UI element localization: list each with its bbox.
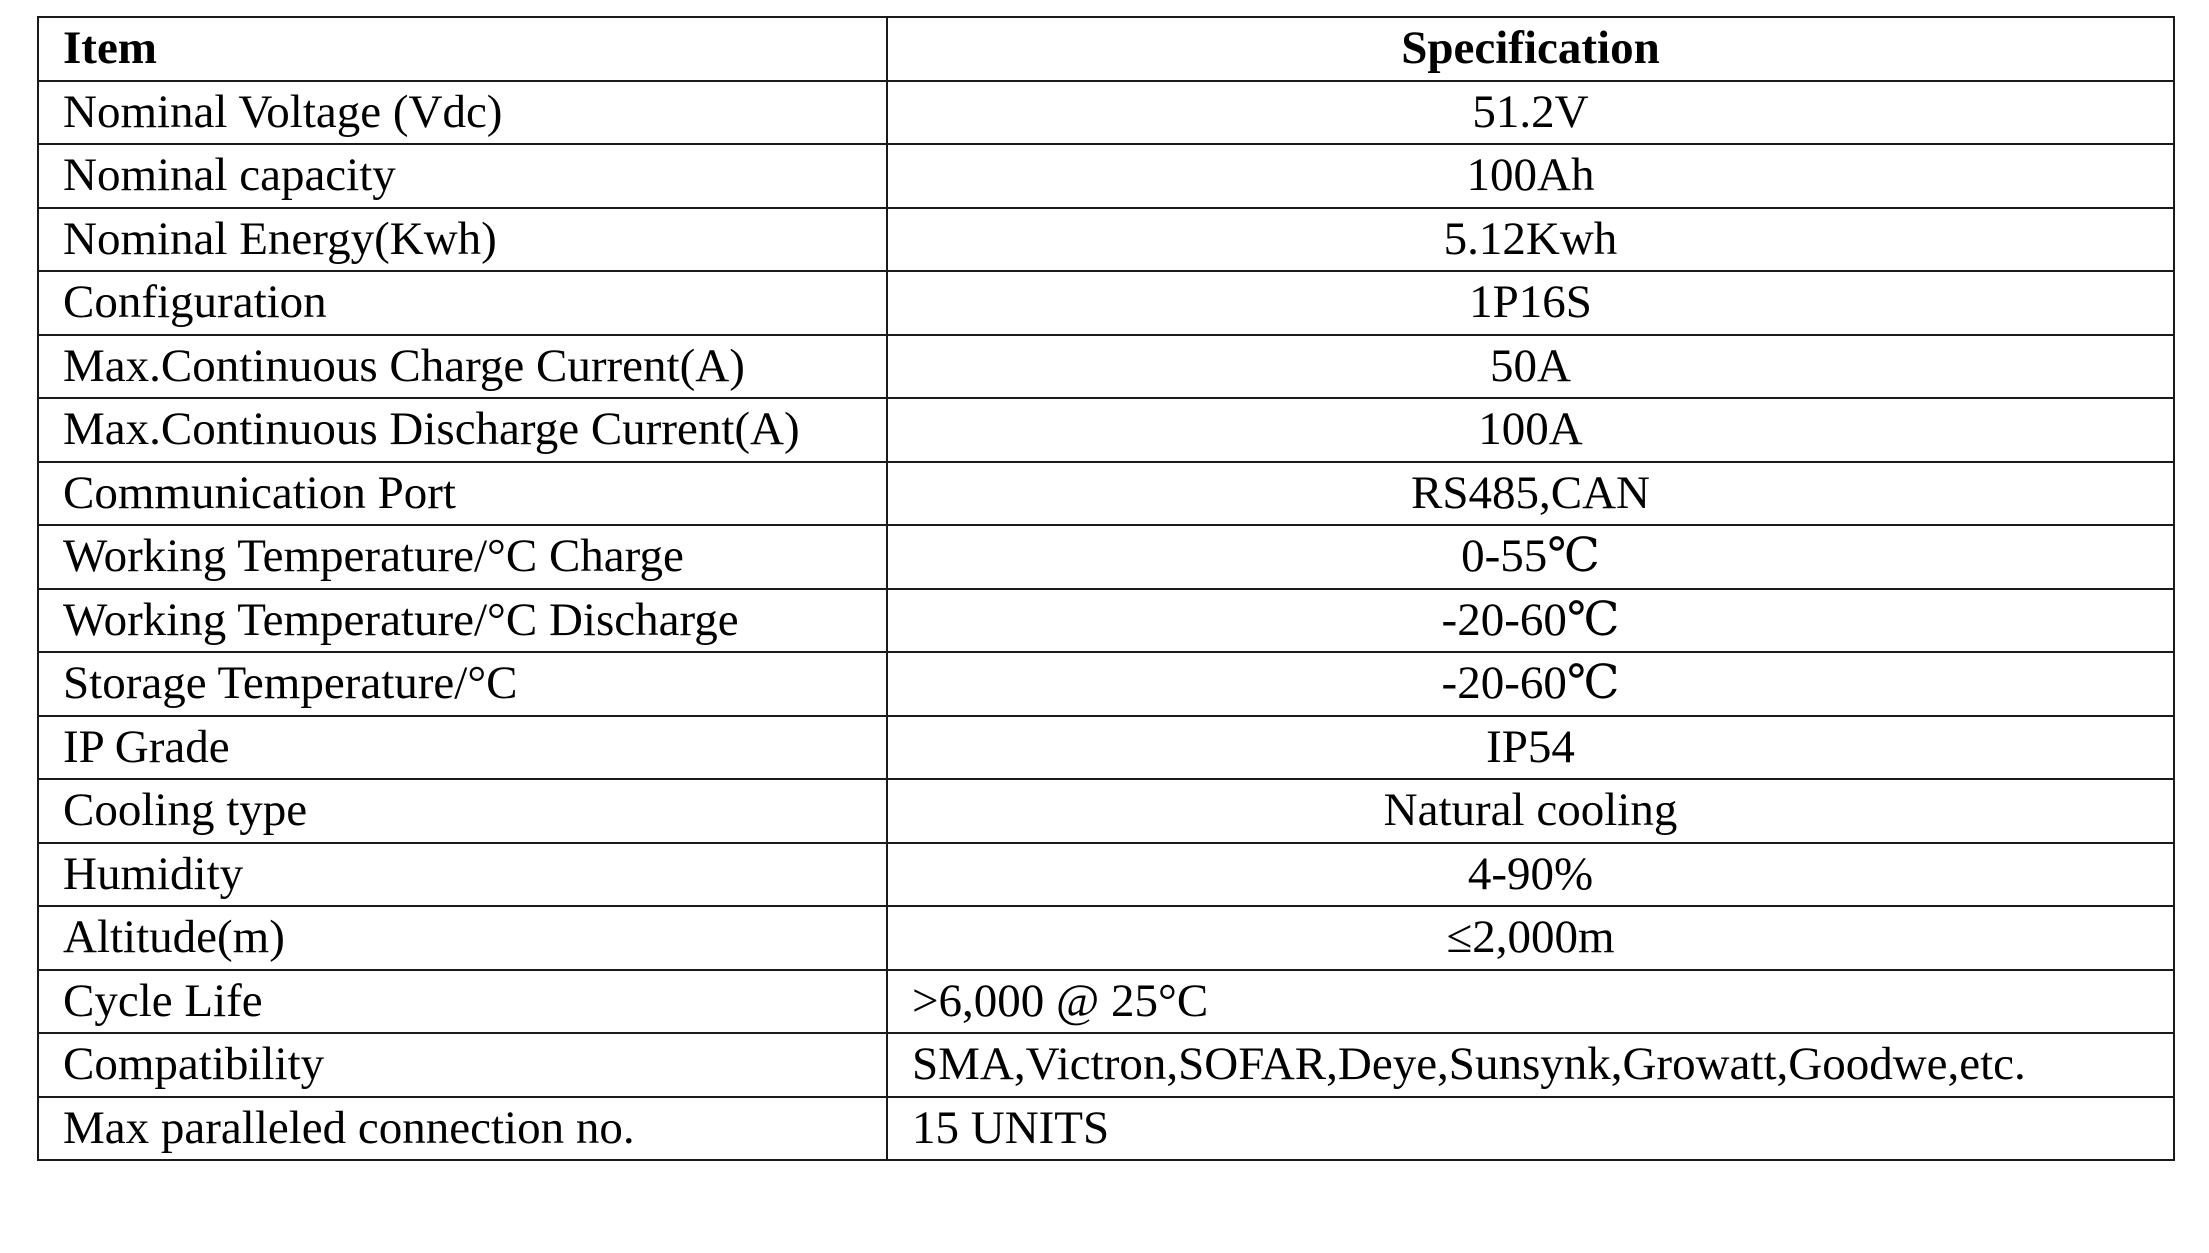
row-item-label: Max paralleled connection no. [38, 1097, 887, 1161]
row-spec-value: 0-55℃ [887, 525, 2174, 589]
row-spec-value: 100Ah [887, 144, 2174, 208]
row-item-label: Configuration [38, 271, 887, 335]
row-spec-value: Natural cooling [887, 779, 2174, 843]
specification-table [37, 16, 2175, 1161]
row-item-label: Compatibility [38, 1033, 887, 1097]
row-item-label: IP Grade [38, 716, 887, 780]
row-spec-value: -20-60℃ [887, 589, 2174, 653]
table-row [38, 1033, 2174, 1097]
row-item-label: Cycle Life [38, 970, 887, 1034]
column-header-specification: Specification [887, 17, 2174, 81]
row-spec-value: IP54 [887, 716, 2174, 780]
table-header-row [38, 17, 2174, 81]
table-row [38, 462, 2174, 526]
row-spec-value: >6,000 @ 25°C [887, 970, 2174, 1034]
row-spec-value: 15 UNITS [887, 1097, 2174, 1161]
row-item-label: Communication Port [38, 462, 887, 526]
table-row [38, 335, 2174, 399]
table-row [38, 144, 2174, 208]
row-item-label: Cooling type [38, 779, 887, 843]
row-spec-value: 51.2V [887, 81, 2174, 145]
table-row [38, 843, 2174, 907]
row-item-label: Nominal Voltage (Vdc) [38, 81, 887, 145]
table-row [38, 970, 2174, 1034]
row-spec-value: 4-90% [887, 843, 2174, 907]
row-item-label: Max.Continuous Charge Current(A) [38, 335, 887, 399]
row-spec-value: RS485,CAN [887, 462, 2174, 526]
table-row [38, 652, 2174, 716]
table-row [38, 271, 2174, 335]
row-spec-value: 100A [887, 398, 2174, 462]
row-item-label: Working Temperature/°C Charge [38, 525, 887, 589]
row-spec-value: 50A [887, 335, 2174, 399]
table-row [38, 906, 2174, 970]
row-item-label: Max.Continuous Discharge Current(A) [38, 398, 887, 462]
row-spec-value: 1P16S [887, 271, 2174, 335]
row-item-label: Storage Temperature/°C [38, 652, 887, 716]
table-row [38, 589, 2174, 653]
column-header-item: Item [38, 17, 887, 81]
row-item-label: Nominal Energy(Kwh) [38, 208, 887, 272]
table-row [38, 1097, 2174, 1161]
row-spec-value: ≤2,000m [887, 906, 2174, 970]
row-spec-value: SMA,Victron,SOFAR,Deye,Sunsynk,Growatt,Goodwe,etc. [887, 1033, 2174, 1097]
row-item-label: Working Temperature/°C Discharge [38, 589, 887, 653]
table-row [38, 208, 2174, 272]
row-item-label: Altitude(m) [38, 906, 887, 970]
table-row [38, 525, 2174, 589]
row-spec-value: 5.12Kwh [887, 208, 2174, 272]
table-row [38, 716, 2174, 780]
table-row [38, 779, 2174, 843]
table-row [38, 81, 2174, 145]
row-spec-value: -20-60℃ [887, 652, 2174, 716]
row-item-label: Nominal capacity [38, 144, 887, 208]
table-row [38, 398, 2174, 462]
row-item-label: Humidity [38, 843, 887, 907]
